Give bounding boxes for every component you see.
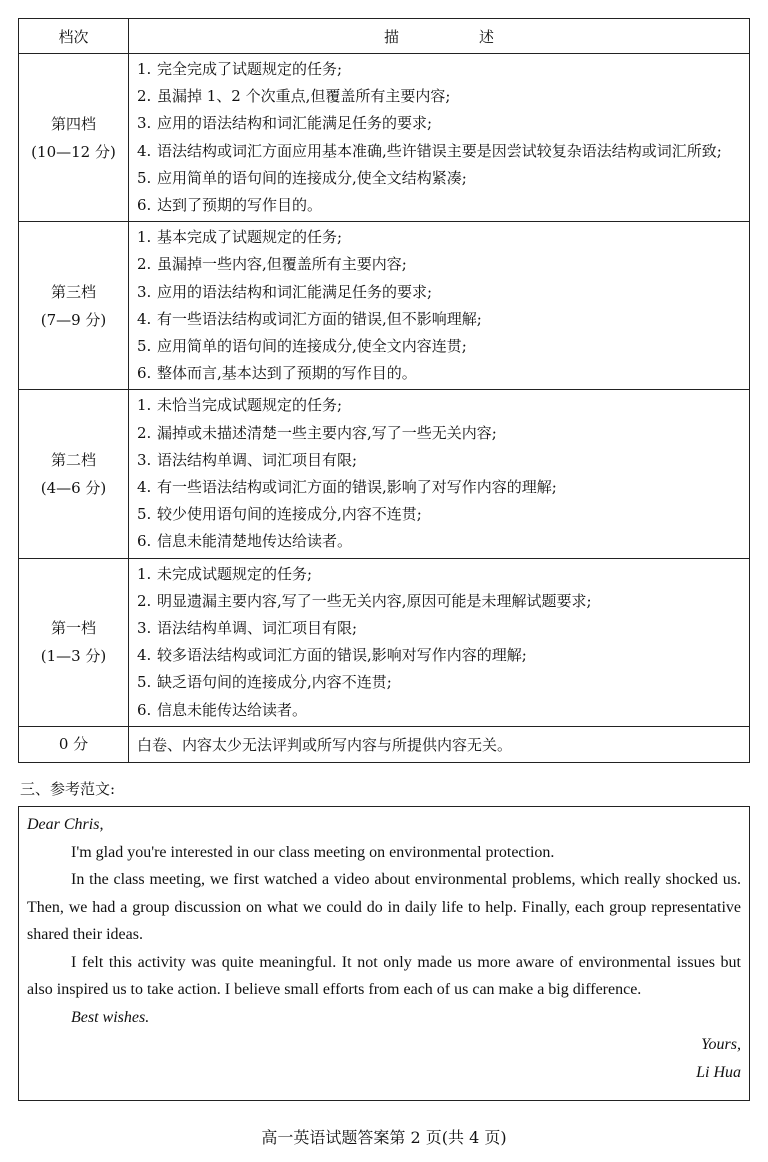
level-name: 第三档 (50, 282, 96, 301)
criterion-text: 语法结构或词汇方面应用基本准确,些许错误主要是因尝试较复杂语法结构或词汇所致; (157, 141, 722, 160)
rubric-row-zero (19, 726, 750, 762)
criterion-text: 较多语法结构或词汇方面的错误,影响对写作内容的理解; (157, 646, 527, 665)
criterion-number: 3. (137, 450, 152, 469)
criteria-cell (129, 222, 750, 390)
criterion-text: 整体而言,基本达到了预期的写作目的。 (157, 364, 417, 383)
criterion-number: 4. (137, 309, 152, 328)
criterion-text: 有一些语法结构或词汇方面的错误,但不影响理解; (157, 309, 482, 328)
criterion-number: 1. (137, 228, 152, 247)
page-footer: 高一英语试题答案第 2 页(共 4 页) (261, 1128, 507, 1147)
criterion-text: 应用简单的语句间的连接成分,使全文结构紧凑; (157, 168, 467, 187)
zero-description: 白卷、内容太少无法评判或所写内容与所提供内容无关。 (129, 726, 750, 762)
level-range: (4—6 分) (40, 479, 107, 498)
criterion (137, 333, 743, 360)
criterion (137, 192, 743, 219)
criterion (137, 251, 743, 278)
criterion (137, 447, 743, 474)
header-level: 档次 (19, 19, 129, 54)
criterion-text: 达到了预期的写作目的。 (157, 196, 323, 215)
essay-greeting: Dear Chris, (27, 816, 104, 833)
criterion (137, 561, 743, 588)
criterion (137, 306, 743, 333)
criterion (137, 56, 743, 83)
section-title: 三、参考范文: (20, 780, 116, 798)
criterion (137, 392, 743, 419)
criterion (137, 279, 743, 306)
criterion-number: 4. (137, 646, 152, 665)
criterion (137, 615, 743, 642)
criterion-text: 信息未能传达给读者。 (157, 700, 308, 719)
rubric-row-level-3 (19, 222, 750, 390)
criterion-text: 完全完成了试题规定的任务; (157, 60, 343, 78)
criterion-number: 3. (137, 619, 152, 638)
essay-sign-off: Yours, (701, 1036, 741, 1053)
criterion-text: 未完成试题规定的任务; (157, 564, 313, 583)
criterion-text: 应用的语法结构和词汇能满足任务的要求; (157, 114, 433, 133)
criterion-number: 3. (137, 282, 152, 301)
essay-paragraph: I felt this activity was quite meaningful. It not only made us more aware of environmental issues but also inspired us to take action. I believe small efforts from each of us can make a big difference. (27, 953, 741, 998)
level-cell (19, 222, 129, 390)
criterion-text: 未恰当完成试题规定的任务; (157, 396, 343, 415)
criterion (137, 588, 743, 615)
criterion-number: 6. (137, 364, 152, 383)
criterion-number: 1. (137, 396, 152, 415)
criteria-cell (129, 558, 750, 726)
essay-signature: Li Hua (696, 1063, 741, 1081)
criterion-number: 3. (137, 114, 152, 133)
level-name: 第一档 (50, 619, 96, 638)
level-range: (7—9 分) (40, 310, 107, 329)
criterion-text: 基本完成了试题规定的任务; (157, 228, 343, 247)
criterion-number: 6. (137, 700, 152, 719)
criterion-number: 4. (137, 141, 152, 160)
essay-closing: Best wishes. (71, 1008, 150, 1026)
criterion-text: 语法结构单调、词汇项目有限; (157, 619, 358, 638)
criterion-number: 6. (137, 532, 152, 551)
level-cell (19, 390, 129, 558)
criterion (137, 669, 743, 696)
criterion-text: 漏掉或未描述清楚一些主要内容,写了一些无关内容; (157, 423, 497, 442)
level-zero: 0 分 (19, 726, 129, 762)
criterion-text: 虽漏掉一些内容,但覆盖所有主要内容; (157, 255, 407, 274)
criterion-text: 语法结构单调、词汇项目有限; (157, 450, 358, 469)
criterion-text: 较少使用语句间的连接成分,内容不连贯; (157, 505, 422, 524)
criterion (137, 165, 743, 192)
criterion-number: 2. (137, 591, 152, 610)
header-description: 描述 (129, 19, 750, 54)
criterion-text: 有一些语法结构或词汇方面的错误,影响了对写作内容的理解; (157, 478, 557, 497)
level-cell (19, 558, 129, 726)
table-header-row (19, 19, 750, 54)
criterion (137, 528, 743, 555)
level-range: (10—12 分) (31, 142, 116, 161)
level-range: (1—3 分) (40, 647, 107, 666)
criterion-number: 2. (137, 87, 152, 106)
criterion-number: 5. (137, 337, 152, 356)
criterion-text: 缺乏语句间的连接成分,内容不连贯; (157, 673, 392, 692)
criterion-number: 1. (137, 60, 152, 78)
sample-essay-box (18, 806, 750, 1101)
criterion-number: 5. (137, 505, 152, 524)
criterion-number: 6. (137, 196, 152, 215)
essay-paragraph: I'm glad you're interested in our class meeting on environmental protection. (71, 843, 555, 861)
criteria-cell (129, 54, 750, 222)
criterion-text: 明显遗漏主要内容,写了一些无关内容,原因可能是未理解试题要求; (157, 591, 592, 610)
level-name: 第二档 (50, 451, 96, 470)
criterion-text: 应用的语法结构和词汇能满足任务的要求; (157, 282, 433, 301)
criterion (137, 138, 743, 165)
criterion (137, 110, 743, 137)
criterion-number: 1. (137, 564, 152, 583)
criterion (137, 697, 743, 724)
criterion (137, 501, 743, 528)
rubric-row-level-2 (19, 390, 750, 558)
criterion-number: 5. (137, 168, 152, 187)
criterion (137, 83, 743, 110)
criterion-text: 应用简单的语句间的连接成分,使全文内容连贯; (157, 337, 467, 356)
criterion (137, 224, 743, 251)
criterion-number: 4. (137, 478, 152, 497)
essay-paragraph: In the class meeting, we first watched a video about environmental problems, which really shocked us. Then, we had a group discussion on what we could do in daily life to help. Finally, each group representative shared their ideas. (27, 871, 741, 943)
criterion-number: 2. (137, 423, 152, 442)
criterion-text: 虽漏掉 1、2 个次重点,但覆盖所有主要内容; (157, 87, 451, 106)
criterion (137, 474, 743, 501)
criteria-cell (129, 390, 750, 558)
criterion (137, 420, 743, 447)
criterion-number: 2. (137, 255, 152, 274)
criterion-text: 信息未能清楚地传达给读者。 (157, 532, 353, 551)
criterion-number: 5. (137, 673, 152, 692)
rubric-row-level-4 (19, 54, 750, 222)
level-cell (19, 54, 129, 222)
criterion (137, 360, 743, 387)
level-name: 第四档 (50, 114, 96, 133)
criterion (137, 642, 743, 669)
scoring-rubric-table (18, 18, 750, 763)
rubric-row-level-1 (19, 558, 750, 726)
